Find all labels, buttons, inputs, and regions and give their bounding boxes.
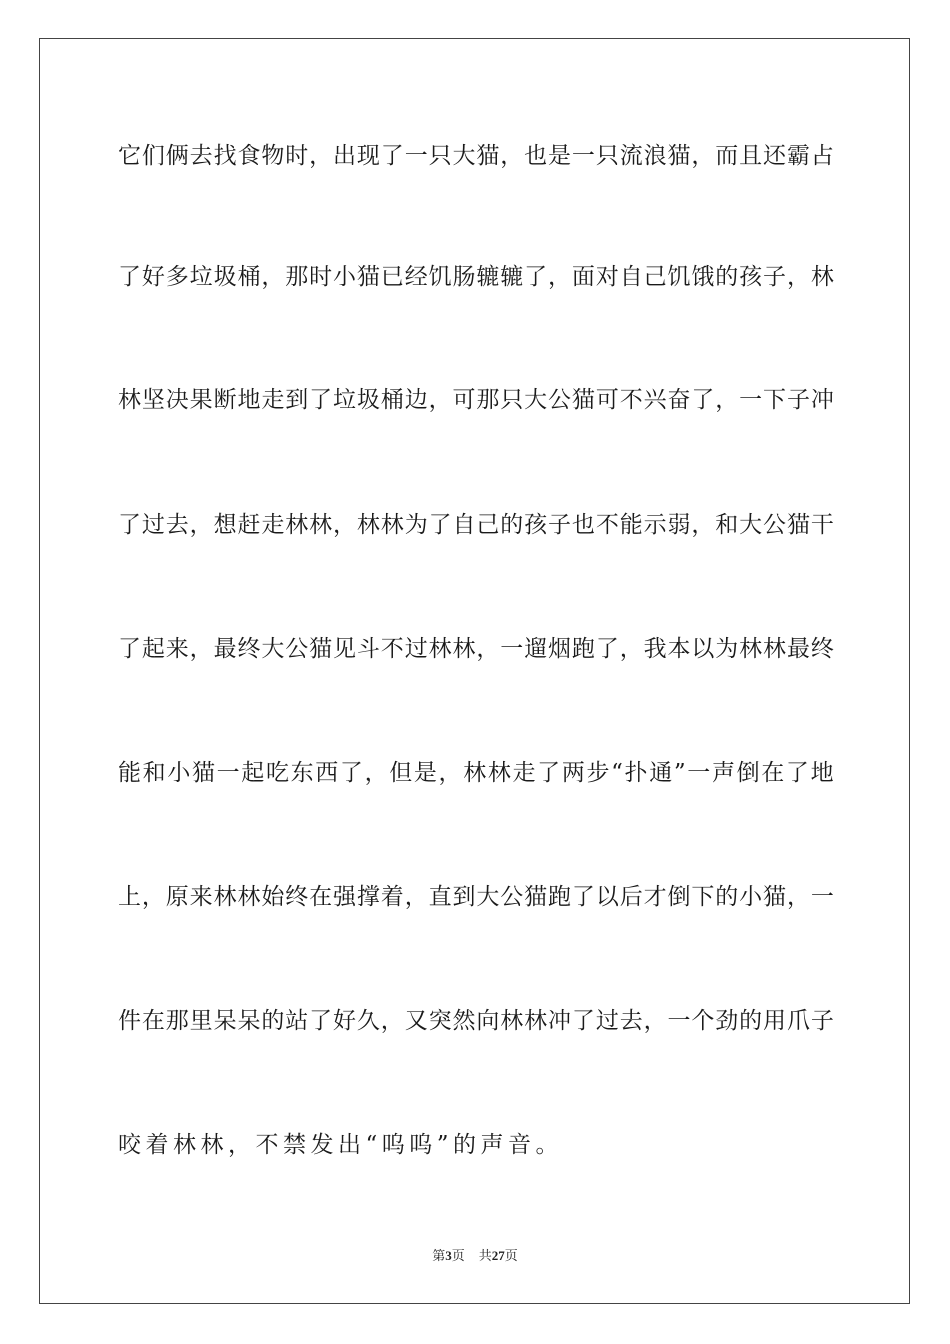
page-number-label [432, 1247, 465, 1265]
page-unit: 页 [451, 1248, 465, 1263]
total-unit: 页 [504, 1248, 518, 1263]
body-text-line-1: 它 们 俩 去 找 食 物 时 ， 出 现 了 一 只 大 猫 ， 也 是 一 只 流 浪 猫 ， 而 且 还 霸 占 [118, 143, 834, 169]
body-text-line-6: 能 和 小 猫 一 起 吃 东 西 了 ， 但 是 ， 林 林 走 了 两 步 “ 扑 通 ” 一 声 倒 在 了 地 [118, 760, 834, 786]
page-border [39, 38, 910, 1304]
body-text-line-9: 咬着林林，不禁发出“呜呜”的声音。 [118, 1132, 564, 1158]
body-text-line-4: 了 过 去 ， 想 赶 走 林 林 ， 林 林 为 了 自 己 的 孩 子 也 不 能 示 弱 ， 和 大 公 猫 干 [118, 512, 834, 538]
body-text-line-7: 上 ， 原 来 林 林 始 终 在 强 撑 着 ， 直 到 大 公 猫 跑 了 以 后 才 倒 下 的 小 猫 ， 一 [118, 884, 834, 910]
page-footer [0, 1247, 950, 1265]
total-prefix: 共 [478, 1248, 492, 1263]
body-text-line-5: 了 起 来 ， 最 终 大 公 猫 见 斗 不 过 林 林 ， 一 遛 烟 跑 了 ， 我 本 以 为 林 林 最 终 [118, 636, 834, 662]
total-pages-label [479, 1247, 518, 1265]
body-text-line-2: 了 好 多 垃 圾 桶 ， 那 时 小 猫 已 经 饥 肠 辘 辘 了 ， 面 对 自 己 饥 饿 的 孩 子 ， 林 [118, 264, 834, 290]
page-prefix: 第 [432, 1248, 446, 1263]
total-page-count: 27 [491, 1248, 505, 1263]
body-text-line-8: 件 在 那 里 呆 呆 的 站 了 好 久 ， 又 突 然 向 林 林 冲 了 过 去 ， 一 个 劲 的 用 爪 子 [118, 1008, 834, 1034]
current-page-number: 3 [445, 1248, 452, 1263]
body-text-line-3: 林 坚 决 果 断 地 走 到 了 垃 圾 桶 边 ， 可 那 只 大 公 猫 可 不 兴 奋 了 ， 一 下 子 冲 [118, 387, 834, 413]
